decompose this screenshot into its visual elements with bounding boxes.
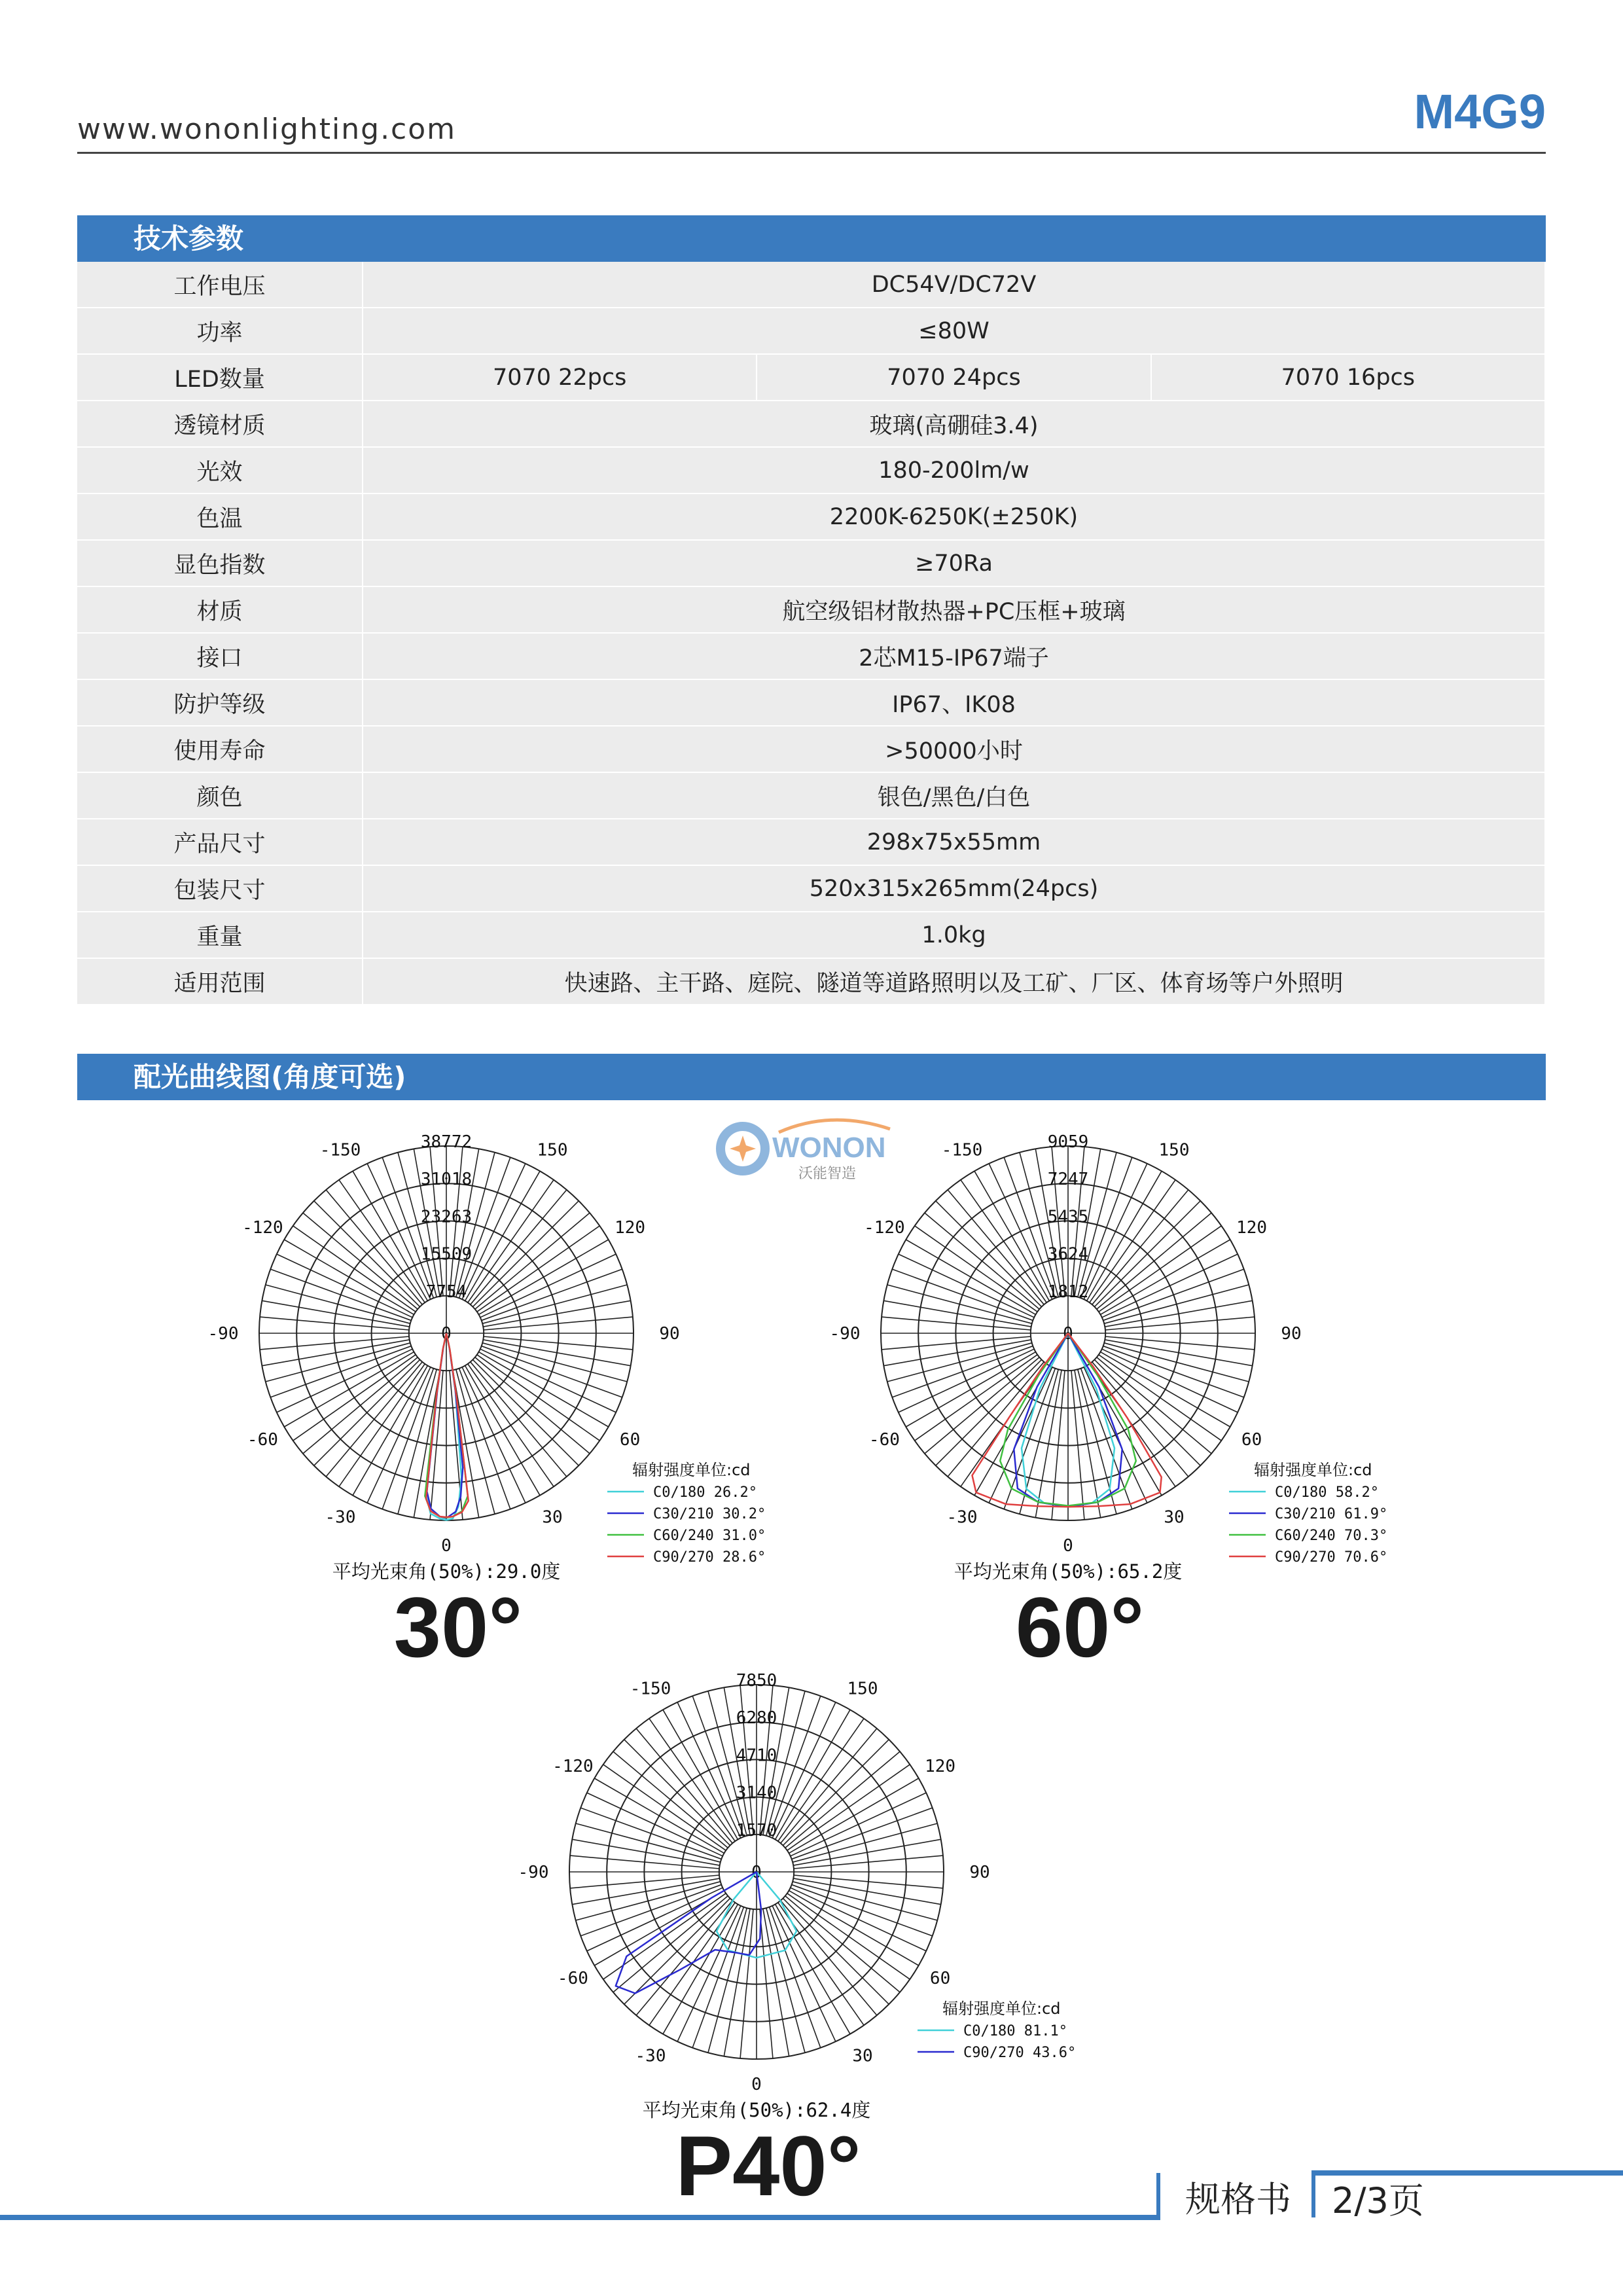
grid-spoke xyxy=(483,1300,630,1327)
grid-spoke xyxy=(948,1190,1044,1304)
legend-entry: C90/270 70.6° xyxy=(1275,1549,1388,1566)
spec-label: 使用寿命 xyxy=(77,726,363,772)
spec-value: 7070 22pcs xyxy=(363,355,757,400)
spec-row xyxy=(77,308,1546,355)
model-number: M4G9 xyxy=(1414,84,1546,139)
grid-spoke xyxy=(471,1362,567,1477)
grid-spoke xyxy=(636,1901,732,2015)
footer-line-left-vertical xyxy=(1156,2173,1160,2220)
grid-spoke xyxy=(262,1300,409,1327)
spec-label: 防护等级 xyxy=(77,680,363,725)
ring-label: 4710 xyxy=(736,1746,777,1766)
grid-spoke xyxy=(1101,1240,1230,1314)
logo-brand: WONON xyxy=(772,1132,886,1164)
angle-label: 90 xyxy=(1281,1324,1302,1344)
ring-label: 23263 xyxy=(420,1207,473,1227)
spec-value: 玻璃(高硼硅3.4) xyxy=(363,401,1546,446)
grid-spoke xyxy=(883,1340,1031,1366)
spec-value: 2200K-6250K(±250K) xyxy=(363,494,1546,539)
grid-spoke xyxy=(277,1254,412,1318)
grid-spoke xyxy=(763,1909,789,2056)
grid-spoke xyxy=(1084,1164,1147,1299)
grid-spoke xyxy=(572,1878,719,1905)
grid-spoke xyxy=(326,1362,422,1477)
grid-spoke xyxy=(887,1285,1032,1323)
angle-label: 60 xyxy=(619,1430,641,1450)
grid-spoke xyxy=(1087,1171,1162,1300)
spec-value: 航空级铝材散热器+PC压框+玻璃 xyxy=(363,587,1546,632)
grid-spoke xyxy=(482,1285,627,1323)
footer-line-right-vertical xyxy=(1311,2170,1315,2217)
angle-label: 120 xyxy=(1236,1218,1268,1238)
angle-label: 30 xyxy=(852,2046,873,2066)
grid-spoke xyxy=(480,1349,616,1412)
grid-spoke xyxy=(636,1729,732,1843)
spec-row xyxy=(77,819,1546,866)
spec-label: 包装尺寸 xyxy=(77,866,363,911)
grid-spoke xyxy=(262,1340,409,1366)
ring-label: 7754 xyxy=(425,1282,467,1302)
grid-spoke xyxy=(791,1793,926,1856)
grid-spoke xyxy=(883,1300,1031,1327)
angle-label: 30 xyxy=(542,1507,563,1528)
ring-label: 15509 xyxy=(420,1244,473,1265)
angle-label: -150 xyxy=(319,1140,361,1160)
grid-spoke xyxy=(708,1908,747,2053)
grid-spoke xyxy=(480,1254,616,1318)
series-curve xyxy=(426,1333,461,1520)
angle-label: -90 xyxy=(829,1324,861,1344)
grid-spoke xyxy=(677,1702,741,1838)
spec-label: 功率 xyxy=(77,308,363,353)
spec-label: 工作电压 xyxy=(77,262,363,307)
grid-spoke xyxy=(793,1839,940,1865)
grid-spoke xyxy=(613,1751,728,1848)
beam-angle-label: P40° xyxy=(675,2118,861,2199)
grid-spoke xyxy=(766,1908,805,2053)
spec-label: 接口 xyxy=(77,634,363,679)
grid-spoke xyxy=(594,1778,724,1853)
grid-spoke xyxy=(613,1896,728,1992)
header-divider xyxy=(77,152,1546,154)
angle-label: -150 xyxy=(630,1679,671,1699)
spec-label: 材质 xyxy=(77,587,363,632)
ring-label: 3624 xyxy=(1047,1244,1089,1265)
angle-label: 0 xyxy=(441,1536,452,1556)
legend-entry: C90/270 43.6° xyxy=(963,2045,1077,2061)
angle-label: 30 xyxy=(1164,1507,1185,1528)
grid-spoke xyxy=(785,1896,900,1992)
legend-entry: C0/180 58.2° xyxy=(1275,1484,1379,1501)
ring-label: 6280 xyxy=(736,1708,777,1729)
grid-spoke xyxy=(587,1888,722,1951)
spec-label: 色温 xyxy=(77,494,363,539)
spec-value: DC54V/DC72V xyxy=(363,262,1546,307)
section-header-specs: 技术参数 xyxy=(77,215,1546,262)
angle-label: -120 xyxy=(864,1218,905,1238)
spec-row xyxy=(77,401,1546,448)
spec-label: 重量 xyxy=(77,912,363,958)
grid-spoke xyxy=(899,1254,1034,1318)
legend-entry: C90/270 28.6° xyxy=(653,1549,766,1566)
beam-angle-text: 平均光束角(50%):65.2度 xyxy=(954,1560,1183,1583)
grid-spoke xyxy=(887,1343,1032,1382)
grid-spoke xyxy=(572,1839,719,1865)
spec-label: 颜色 xyxy=(77,773,363,818)
angle-label: 90 xyxy=(969,1863,990,1882)
footer-doc-label: 规格书 xyxy=(1185,2179,1291,2220)
center-label: 0 xyxy=(751,1863,762,1882)
grid-spoke xyxy=(1092,1190,1188,1304)
grid-spoke xyxy=(479,1240,609,1314)
spec-row xyxy=(77,541,1546,587)
ring-label: 5435 xyxy=(1047,1207,1089,1227)
grid-spoke xyxy=(1102,1349,1238,1412)
grid-spoke xyxy=(1105,1300,1252,1327)
grid-spoke xyxy=(974,1171,1049,1300)
angle-label: 0 xyxy=(751,2075,762,2094)
spec-label: 透镜材质 xyxy=(77,401,363,446)
grid-spoke xyxy=(576,1823,721,1862)
grid-spoke xyxy=(663,1710,738,1839)
spec-label: LED数量 xyxy=(77,355,363,400)
legend-title: 辐射强度单位:cd xyxy=(1254,1461,1372,1479)
spec-row xyxy=(77,959,1546,1005)
legend-title: 辐射强度单位:cd xyxy=(942,2000,1061,2018)
grid-spoke xyxy=(353,1366,427,1496)
grid-spoke xyxy=(789,1891,919,1965)
angle-label: -60 xyxy=(247,1430,278,1450)
grid-spoke xyxy=(772,1702,836,1838)
beam-angle-text: 平均光束角(50%):29.0度 xyxy=(332,1560,561,1583)
grid-spoke xyxy=(906,1240,1035,1314)
grid-spoke xyxy=(284,1352,414,1427)
grid-spoke xyxy=(1104,1343,1249,1382)
beam-angle-text: 平均光束角(50%):62.4度 xyxy=(642,2099,871,2121)
ring-label: 3140 xyxy=(736,1783,777,1803)
spec-table xyxy=(77,262,1546,1005)
angle-label: -30 xyxy=(946,1507,978,1528)
spec-value: IP67、IK08 xyxy=(363,680,1546,725)
angle-label: 150 xyxy=(1158,1140,1190,1160)
grid-spoke xyxy=(1105,1340,1252,1366)
grid-spoke xyxy=(266,1343,410,1382)
grid-spoke xyxy=(471,1190,567,1304)
grid-spoke xyxy=(793,1882,937,1920)
grid-spoke xyxy=(303,1213,418,1309)
center-label: 0 xyxy=(441,1324,452,1344)
grid-spoke xyxy=(772,1906,836,2041)
angle-label: 60 xyxy=(929,1969,951,1988)
spec-value: ≤80W xyxy=(363,308,1546,353)
legend-entry: C30/210 61.9° xyxy=(1275,1506,1388,1522)
spec-row xyxy=(77,680,1546,726)
spec-row xyxy=(77,355,1546,401)
spec-row xyxy=(77,773,1546,819)
spec-row xyxy=(77,587,1546,634)
section-header-curves: 配光曲线图(角度可选) xyxy=(77,1054,1546,1100)
logo-subtitle: 沃能智造 xyxy=(798,1166,857,1182)
grid-spoke xyxy=(353,1171,427,1300)
grid-spoke xyxy=(1092,1362,1188,1477)
polar-chart-0 xyxy=(185,1098,839,1660)
angle-label: -60 xyxy=(868,1430,900,1450)
grid-spoke xyxy=(724,1909,750,2056)
grid-spoke xyxy=(776,1905,850,2034)
spec-value: 7070 24pcs xyxy=(757,355,1151,400)
grid-spoke xyxy=(465,1171,540,1300)
ring-label: 38772 xyxy=(420,1132,473,1152)
center-label: 0 xyxy=(1063,1324,1073,1344)
grid-spoke xyxy=(576,1882,721,1920)
angle-label: 120 xyxy=(925,1757,956,1776)
angle-label: -120 xyxy=(552,1757,594,1776)
angle-label: 150 xyxy=(537,1140,568,1160)
spec-value: 520x315x265mm(24pcs) xyxy=(363,866,1546,911)
spec-value: 180-200lm/w xyxy=(363,448,1546,493)
angle-label: -90 xyxy=(207,1324,239,1344)
grid-spoke xyxy=(776,1710,850,1839)
grid-spoke xyxy=(277,1349,412,1412)
spec-value: 1.0kg xyxy=(363,912,1546,958)
grid-spoke xyxy=(781,1729,877,1843)
legend-entry: C60/240 31.0° xyxy=(653,1528,766,1544)
grid-spoke xyxy=(284,1240,414,1314)
spec-row xyxy=(77,634,1546,680)
grid-spoke xyxy=(791,1888,926,1951)
grid-spoke xyxy=(948,1362,1044,1477)
spec-value: >50000小时 xyxy=(363,726,1546,772)
spec-value: 快速路、主干路、庭院、隧道等道路照明以及工矿、厂区、体育场等户外照明 xyxy=(363,959,1546,1004)
spec-value: ≥70Ra xyxy=(363,541,1546,586)
angle-label: 90 xyxy=(659,1324,680,1344)
spec-value: 7070 16pcs xyxy=(1152,355,1546,400)
ring-label: 7850 xyxy=(736,1671,777,1691)
ring-label: 31018 xyxy=(420,1170,473,1190)
grid-spoke xyxy=(1104,1285,1249,1323)
angle-label: -30 xyxy=(325,1507,356,1528)
grid-spoke xyxy=(785,1751,900,1848)
grid-spoke xyxy=(483,1340,630,1366)
polar-chart-2 xyxy=(495,1636,1149,2199)
spec-value: 2芯M15-IP67端子 xyxy=(363,634,1546,679)
spec-value: 298x75x55mm xyxy=(363,819,1546,865)
legend-entry: C0/180 81.1° xyxy=(963,2023,1067,2039)
angle-label: -90 xyxy=(518,1863,549,1882)
polar-chart-1 xyxy=(806,1098,1461,1660)
spec-value: 银色/黑色/白色 xyxy=(363,773,1546,818)
grid-spoke xyxy=(462,1367,526,1503)
grid-spoke xyxy=(479,1352,609,1427)
spec-row xyxy=(77,726,1546,773)
spec-label: 光效 xyxy=(77,448,363,493)
grid-spoke xyxy=(781,1901,877,2015)
website-url[interactable]: www.wononlighting.com xyxy=(77,113,457,146)
grid-spoke xyxy=(326,1190,422,1304)
angle-label: 60 xyxy=(1241,1430,1262,1450)
angle-label: -150 xyxy=(941,1140,983,1160)
grid-spoke xyxy=(677,1906,741,2041)
spec-row xyxy=(77,448,1546,494)
spec-label: 产品尺寸 xyxy=(77,819,363,865)
legend-entry: C60/240 70.3° xyxy=(1275,1528,1388,1544)
grid-spoke xyxy=(793,1878,940,1905)
footer-page-number: 2/3页 xyxy=(1332,2180,1424,2221)
spec-row xyxy=(77,912,1546,959)
footer-line-left xyxy=(0,2215,1160,2220)
angle-label: 150 xyxy=(847,1679,878,1699)
angle-label: -30 xyxy=(635,2046,666,2066)
grid-spoke xyxy=(367,1367,431,1503)
ring-label: 1570 xyxy=(736,1820,777,1840)
grid-spoke xyxy=(793,1823,937,1862)
beam-angle-label: 60° xyxy=(1015,1579,1145,1660)
angle-label: 120 xyxy=(615,1218,646,1238)
angle-label: -120 xyxy=(242,1218,283,1238)
grid-spoke xyxy=(1102,1254,1238,1318)
grid-spoke xyxy=(465,1366,540,1496)
grid-spoke xyxy=(989,1164,1052,1299)
legend-entry: C30/210 30.2° xyxy=(653,1506,766,1522)
angle-label: -60 xyxy=(557,1969,588,1988)
beam-angle-label: 30° xyxy=(393,1579,523,1660)
angle-label: 0 xyxy=(1063,1536,1073,1556)
legend-title: 辐射强度单位:cd xyxy=(632,1461,751,1479)
grid-spoke xyxy=(475,1357,590,1454)
grid-spoke xyxy=(303,1357,418,1454)
spec-row xyxy=(77,494,1546,541)
spec-label: 适用范围 xyxy=(77,959,363,1004)
legend-entry: C0/180 26.2° xyxy=(653,1484,757,1501)
grid-spoke xyxy=(925,1213,1039,1309)
series-curve xyxy=(972,1333,1162,1507)
grid-spoke xyxy=(482,1343,627,1382)
grid-spoke xyxy=(789,1778,919,1853)
grid-spoke xyxy=(266,1285,410,1323)
ring-label: 9059 xyxy=(1047,1132,1089,1152)
spec-row xyxy=(77,866,1546,912)
ring-label: 7247 xyxy=(1047,1170,1089,1190)
grid-spoke xyxy=(1097,1213,1211,1309)
grid-spoke xyxy=(453,1370,479,1517)
grid-spoke xyxy=(475,1213,590,1309)
grid-spoke xyxy=(899,1349,1034,1412)
grid-spoke xyxy=(587,1793,722,1856)
spec-row xyxy=(77,262,1546,308)
spec-label: 显色指数 xyxy=(77,541,363,586)
ring-label: 1812 xyxy=(1047,1282,1089,1302)
